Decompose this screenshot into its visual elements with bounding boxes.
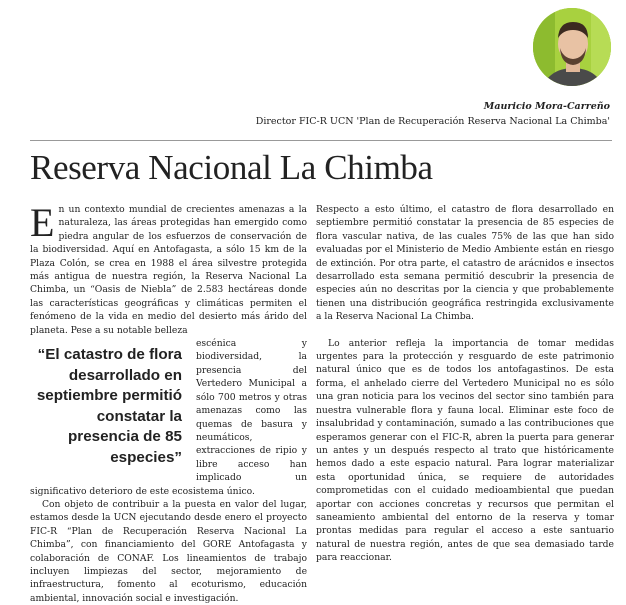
left-column — [30, 200, 307, 605]
author-portrait-icon — [533, 8, 611, 86]
author-photo — [533, 8, 611, 86]
pull-quote: “El catastro de flora desarrollado en septiembre permitió constatar la presencia de 85 especies” — [36, 346, 182, 466]
divider — [30, 140, 612, 141]
author-name: Mauricio Mora-Carreño — [483, 101, 610, 112]
right-column — [316, 203, 614, 565]
right-paragraph-1: Respecto a esto último, el catastro de flora desarrollado en septiembre permitió constatar la presencia de 85 especies de flora vascular nativa, de las cuales 75% de las que han sido evaluadas por el Ministerio de Medio Ambiente están en riesgo de extinción. Por otra parte, el catastro de arácnidos e insectos desarrollado esta semana permitió descubrir la presencia de especies aún no descritas por la ciencia y que probablemente tienen una distribución geográfica restringida exclusivamente a la Reserva Nacional La Chimba. — [316, 204, 614, 323]
right-paragraph-2: Lo anterior refleja la importancia de tomar medidas urgentes para la protección y resguardo de este patrimonio natural único que es de todos los antofagastinos. De esta forma, el anhelado cierre del Vertedero Municipal no es sólo una gran noticia para los vecinos del sector sino también para nuestra vulnerable flora y fauna local. Eliminar este foco de insalubridad y contaminación, sumado a las contribuciones que esperamos generar con el FIC-R, abren la puerta para generar un antes y un después respecto al trato que históricamente hemos dado a este espacio natural. Para lograr materializar esta oportunidad única, se requiere de autoridades comprometidas con el cuidado medioambiental que puedan aportar con acciones concretas y recursos que permitan el saneamiento ambiental del entorno de la reserva y tomar prontas medidas para regular el acceso a este santuario natural de nuestra región, antes de que sea demasiado tarde para reaccionar. — [316, 337, 614, 564]
intro-continued-text: escénica y biodiversidad, la presencia del Vertedero Municipal a sólo 700 metros y otras amenazas como las quemas de basura y neumáticos, extracciones de ripio y libre acceso han implicado un significativo deterioro de este ecosistema único. — [30, 338, 307, 497]
intro-text: n un contexto mundial de crecientes amenazas a la naturaleza, las áreas protegidas han emergido como piedra angular de los esfuerzos de conservación de la biodiversidad. Aquí en Antofagasta, a sólo 15 km de la Plaza Colón, se crea en 1988 el área silvestre protegida más antigua de nuestra región, la Reserva Nacional La Chimba, un “Oasis de Niebla” de 2.583 hectáreas donde las características geográficas y climáticas permiten el fenómeno de la vida en medio del desierto más árido del planeta. Pese a su notable belleza — [30, 204, 307, 336]
left-paragraph-2: Con objeto de contribuir a la puesta en valor del lugar, estamos desde la UCN ejecutando desde enero el proyecto FIC-R “Plan de Recuperación Reserva Nacional La Chimba”, con financiamiento del GORE Antofagasta y colaboración de CONAF. Los lineamientos de trabajo incluyen limpiezas del sector, mejoramiento de infraestructura, fomento al ecoturismo, educación ambiental, innovación social e investigación. — [30, 498, 307, 604]
drop-cap: E — [30, 200, 55, 245]
author-role: Director FIC-R UCN 'Plan de Recuperación Reserva Nacional La Chimba' — [255, 116, 610, 127]
intro-paragraph — [30, 200, 307, 337]
intro-continued — [30, 337, 307, 498]
article-title: Reserva Nacional La Chimba — [30, 148, 433, 187]
